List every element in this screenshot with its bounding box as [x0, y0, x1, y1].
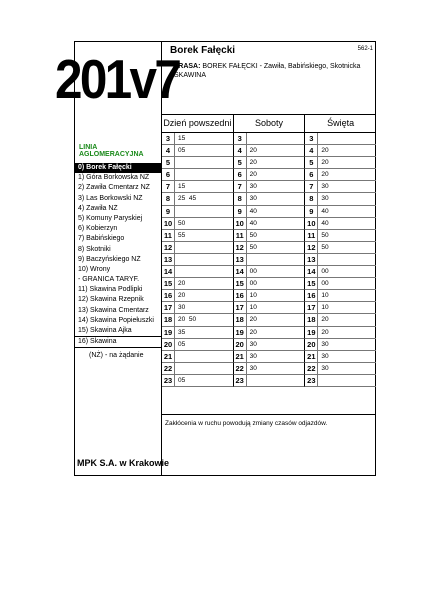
hour: 3 [234, 133, 247, 144]
stop-item: 2) Zawiła Cmentarz NŻ [78, 184, 150, 192]
minutes [175, 206, 178, 217]
stop-item: - GRANICA TARYF. [78, 276, 140, 284]
hour: 21 [234, 351, 247, 362]
minutes: 20 50 [178, 316, 197, 324]
stop-item: 1) Góra Borkowska NŻ [78, 174, 150, 182]
time-cell-sun [304, 290, 376, 302]
time-cell-wd [162, 290, 233, 302]
hour: 21 [162, 351, 175, 362]
table-row [162, 181, 376, 193]
route-text: BOREK FAŁĘCKI - Zawiła, Babińskiego, Skotnicka SKAWINA [174, 63, 361, 79]
stop-list [75, 163, 161, 359]
minutes: 30 [249, 195, 257, 203]
hour: 6 [162, 169, 175, 180]
minutes [318, 375, 321, 386]
hour: 23 [305, 375, 318, 386]
hour: 11 [234, 230, 247, 241]
stop-item: 3) Las Borkowski NŻ [78, 194, 143, 202]
departure-table [162, 115, 376, 387]
hour: 13 [162, 254, 175, 265]
table-row [162, 375, 376, 387]
time-cell-sat [233, 327, 305, 339]
minutes: 20 [321, 159, 329, 167]
hour: 19 [162, 327, 175, 338]
stop-item: 10) Wrony [78, 265, 111, 273]
stop-item: 5) Komuny Paryskiej [78, 214, 143, 222]
hour: 4 [305, 145, 318, 156]
minutes: 40 [321, 219, 329, 227]
stop-name: Borek Fałęcki [170, 45, 236, 56]
time-cell-wd [162, 339, 233, 351]
minutes: 40 [249, 207, 257, 215]
minutes: 55 [178, 231, 186, 239]
time-cell-wd [162, 218, 233, 230]
table-row [162, 145, 376, 157]
time-cell-sun [304, 266, 376, 278]
minutes: 10 [249, 292, 257, 300]
time-cell-sun [304, 218, 376, 230]
hour: 18 [305, 314, 318, 325]
minutes: 20 [321, 316, 329, 324]
time-cell-sat [233, 157, 305, 169]
time-cell-sun [304, 145, 376, 157]
time-cell-sat [233, 169, 305, 181]
hour: 22 [234, 363, 247, 374]
minutes: 50 [321, 243, 329, 251]
hour: 6 [234, 169, 247, 180]
time-cell-sun [304, 254, 376, 266]
hour: 5 [305, 157, 318, 168]
hour: 14 [305, 266, 318, 277]
hour: 13 [305, 254, 318, 265]
time-cell-sun [304, 314, 376, 326]
hour: 13 [234, 254, 247, 265]
time-cell-sun [304, 169, 376, 181]
notes: Zakłócenia w ruchu powodują zmiany czasów odjazdów. [162, 414, 376, 427]
hour: 6 [305, 169, 318, 180]
time-cell-sun [304, 181, 376, 193]
hour: 12 [234, 242, 247, 253]
time-cell-sat [233, 181, 305, 193]
line-number: 201v7 [55, 48, 180, 110]
hour: 7 [305, 181, 318, 192]
hour: 16 [162, 290, 175, 301]
table-row [162, 133, 376, 145]
time-cell-wd [162, 169, 233, 181]
hour: 5 [234, 157, 247, 168]
time-cell-wd [162, 206, 233, 218]
table-row [162, 206, 376, 218]
time-cell-sun [304, 327, 376, 339]
minutes [318, 254, 321, 265]
time-cell-sun [304, 302, 376, 314]
time-cell-sat [233, 193, 305, 205]
minutes: 30 [249, 352, 257, 360]
hour: 19 [234, 327, 247, 338]
minutes: 20 [249, 328, 257, 336]
route-label: TRASA: [174, 63, 201, 70]
hour: 20 [234, 339, 247, 350]
timetable-sheet [55, 41, 376, 476]
minutes [175, 242, 178, 253]
minutes [247, 254, 250, 265]
hour: 17 [234, 302, 247, 313]
time-cell-wd [162, 327, 233, 339]
stop-item: 13) Skawina Cmentarz [78, 306, 149, 314]
stop-header [162, 42, 376, 115]
hour: 17 [305, 302, 318, 313]
minutes: 10 [321, 304, 329, 312]
minutes: 30 [321, 352, 329, 360]
col-holiday: Święta [304, 115, 376, 132]
hour: 18 [162, 314, 175, 325]
table-row [162, 266, 376, 278]
minutes: 30 [249, 364, 257, 372]
table-row [162, 218, 376, 230]
time-cell-wd [162, 242, 233, 254]
hour: 20 [162, 339, 175, 350]
hour: 4 [234, 145, 247, 156]
stop-item: 11) Skawina Podlipki [78, 286, 143, 294]
table-row [162, 193, 376, 205]
hour: 22 [305, 363, 318, 374]
minutes: 00 [321, 280, 329, 288]
minutes: 10 [249, 304, 257, 312]
minutes: 20 [321, 147, 329, 155]
minutes [175, 157, 178, 168]
time-cell-wd [162, 133, 233, 145]
stop-item: 6) Kobierzyn [78, 225, 118, 233]
table-row [162, 290, 376, 302]
minutes: 30 [178, 304, 186, 312]
hour: 9 [234, 206, 247, 217]
minutes: 50 [321, 231, 329, 239]
time-cell-sat [233, 145, 305, 157]
time-cell-sun [304, 375, 376, 387]
time-cell-sat [233, 375, 305, 387]
minutes: 50 [249, 231, 257, 239]
minutes: 05 [178, 376, 186, 384]
minutes: 05 [178, 147, 186, 155]
time-cell-sun [304, 230, 376, 242]
time-cell-sat [233, 278, 305, 290]
time-cell-wd [162, 193, 233, 205]
company-name: MPK S.A. w Krakowie [77, 458, 170, 468]
time-cell-sat [233, 206, 305, 218]
hour: 14 [234, 266, 247, 277]
hour: 5 [162, 157, 175, 168]
column-headers [162, 115, 376, 133]
minutes: 20 [321, 171, 329, 179]
time-cell-sun [304, 242, 376, 254]
time-cell-wd [162, 278, 233, 290]
minutes [175, 266, 178, 277]
minutes: 20 [249, 159, 257, 167]
stop-item: 12) Skawina Rzepnik [78, 296, 144, 304]
route-description [174, 62, 364, 80]
minutes: 15 [178, 135, 186, 142]
hour: 20 [305, 339, 318, 350]
time-cell-sat [233, 254, 305, 266]
minutes [247, 133, 250, 144]
minutes: 20 [178, 280, 186, 288]
table-row [162, 169, 376, 181]
hour: 16 [234, 290, 247, 301]
table-row [162, 314, 376, 326]
time-cell-wd [162, 145, 233, 157]
hour: 10 [305, 218, 318, 229]
minutes: 00 [249, 268, 257, 276]
hour: 9 [162, 206, 175, 217]
time-cell-sat [233, 230, 305, 242]
time-cell-sun [304, 206, 376, 218]
hour: 17 [162, 302, 175, 313]
time-cell-sat [233, 339, 305, 351]
minutes: 20 [321, 328, 329, 336]
minutes: 35 [178, 328, 186, 336]
stop-item: 9) Baczyńskiego NŻ [78, 255, 141, 263]
minutes: 30 [321, 340, 329, 348]
hour: 22 [162, 363, 175, 374]
table-row [162, 302, 376, 314]
minutes: 30 [249, 183, 257, 191]
hour: 4 [162, 145, 175, 156]
departure-rows [162, 133, 376, 387]
hour: 3 [305, 133, 318, 144]
table-row [162, 327, 376, 339]
minutes [318, 133, 321, 144]
hour: 15 [305, 278, 318, 289]
minutes: 40 [249, 219, 257, 227]
stop-code: 562-1 [357, 46, 373, 52]
time-cell-wd [162, 157, 233, 169]
minutes [175, 351, 178, 362]
time-cell-sat [233, 363, 305, 375]
minutes: 20 [249, 316, 257, 324]
hour: 15 [234, 278, 247, 289]
minutes: 20 [249, 147, 257, 155]
col-weekday: Dzień powszedni [163, 118, 232, 128]
time-cell-wd [162, 363, 233, 375]
time-cell-wd [162, 266, 233, 278]
hour: 15 [162, 278, 175, 289]
minutes: 00 [321, 268, 329, 276]
time-cell-sun [304, 157, 376, 169]
time-cell-wd [162, 375, 233, 387]
hour: 7 [234, 181, 247, 192]
hour: 10 [162, 218, 175, 229]
request-stop-note: (NŻ) - na żądanie [89, 352, 144, 360]
hour: 8 [305, 193, 318, 204]
minutes [175, 254, 178, 265]
time-cell-wd [162, 302, 233, 314]
table-row [162, 339, 376, 351]
minutes [247, 375, 250, 386]
time-cell-sat [233, 266, 305, 278]
hour: 12 [305, 242, 318, 253]
time-cell-sat [233, 242, 305, 254]
stop-item: 16) Skawina [75, 337, 161, 348]
stop-item: 15) Skawina Ajka [75, 326, 161, 337]
hour: 18 [234, 314, 247, 325]
hour: 23 [162, 375, 175, 386]
time-cell-sun [304, 133, 376, 145]
time-cell-sun [304, 278, 376, 290]
minutes: 05 [178, 340, 186, 348]
time-cell-wd [162, 351, 233, 363]
minutes: 20 [178, 292, 186, 300]
time-cell-sat [233, 302, 305, 314]
time-cell-sun [304, 351, 376, 363]
minutes: 50 [249, 243, 257, 251]
hour: 14 [162, 266, 175, 277]
minutes: 20 [249, 171, 257, 179]
time-cell-sat [233, 290, 305, 302]
table-row [162, 363, 376, 375]
time-cell-wd [162, 181, 233, 193]
table-row [162, 230, 376, 242]
stop-item: 8) Skotniki [78, 245, 111, 253]
table-row [162, 242, 376, 254]
time-cell-sat [233, 218, 305, 230]
stop-item: 0) Borek Fałęcki [75, 163, 161, 173]
minutes: 00 [249, 280, 257, 288]
hour: 11 [305, 230, 318, 241]
table-row [162, 157, 376, 169]
minutes [175, 169, 178, 180]
hour: 8 [234, 193, 247, 204]
minutes [175, 363, 178, 374]
minutes: 40 [321, 207, 329, 215]
time-cell-sat [233, 314, 305, 326]
hour: 23 [234, 375, 247, 386]
table-row [162, 351, 376, 363]
time-cell-sun [304, 339, 376, 351]
minutes: 30 [321, 195, 329, 203]
hour: 16 [305, 290, 318, 301]
time-cell-wd [162, 254, 233, 266]
hour: 3 [162, 133, 175, 144]
hour: 8 [162, 193, 175, 204]
minutes: 30 [321, 364, 329, 372]
line-type: LINIA AGLOMERACYJNA [79, 144, 144, 158]
minutes: 25 45 [178, 195, 197, 203]
hour: 10 [234, 218, 247, 229]
hour: 19 [305, 327, 318, 338]
hour: 7 [162, 181, 175, 192]
minutes: 15 [178, 183, 186, 191]
minutes: 30 [249, 340, 257, 348]
table-row [162, 278, 376, 290]
time-cell-sat [233, 351, 305, 363]
time-cell-sun [304, 193, 376, 205]
time-cell-wd [162, 230, 233, 242]
stop-item: 7) Babińskiego [78, 235, 125, 243]
col-saturday: Soboty [233, 115, 305, 132]
hour: 9 [305, 206, 318, 217]
time-cell-wd [162, 314, 233, 326]
hour: 12 [162, 242, 175, 253]
stop-item: 14) Skawina Popiełuszki [78, 316, 154, 324]
time-cell-sun [304, 363, 376, 375]
hour: 21 [305, 351, 318, 362]
hour: 11 [162, 230, 175, 241]
minutes: 30 [321, 183, 329, 191]
minutes: 10 [321, 292, 329, 300]
table-row [162, 254, 376, 266]
time-cell-sat [233, 133, 305, 145]
stop-item: 4) Zawiła NŻ [78, 204, 118, 212]
minutes: 50 [178, 219, 186, 227]
